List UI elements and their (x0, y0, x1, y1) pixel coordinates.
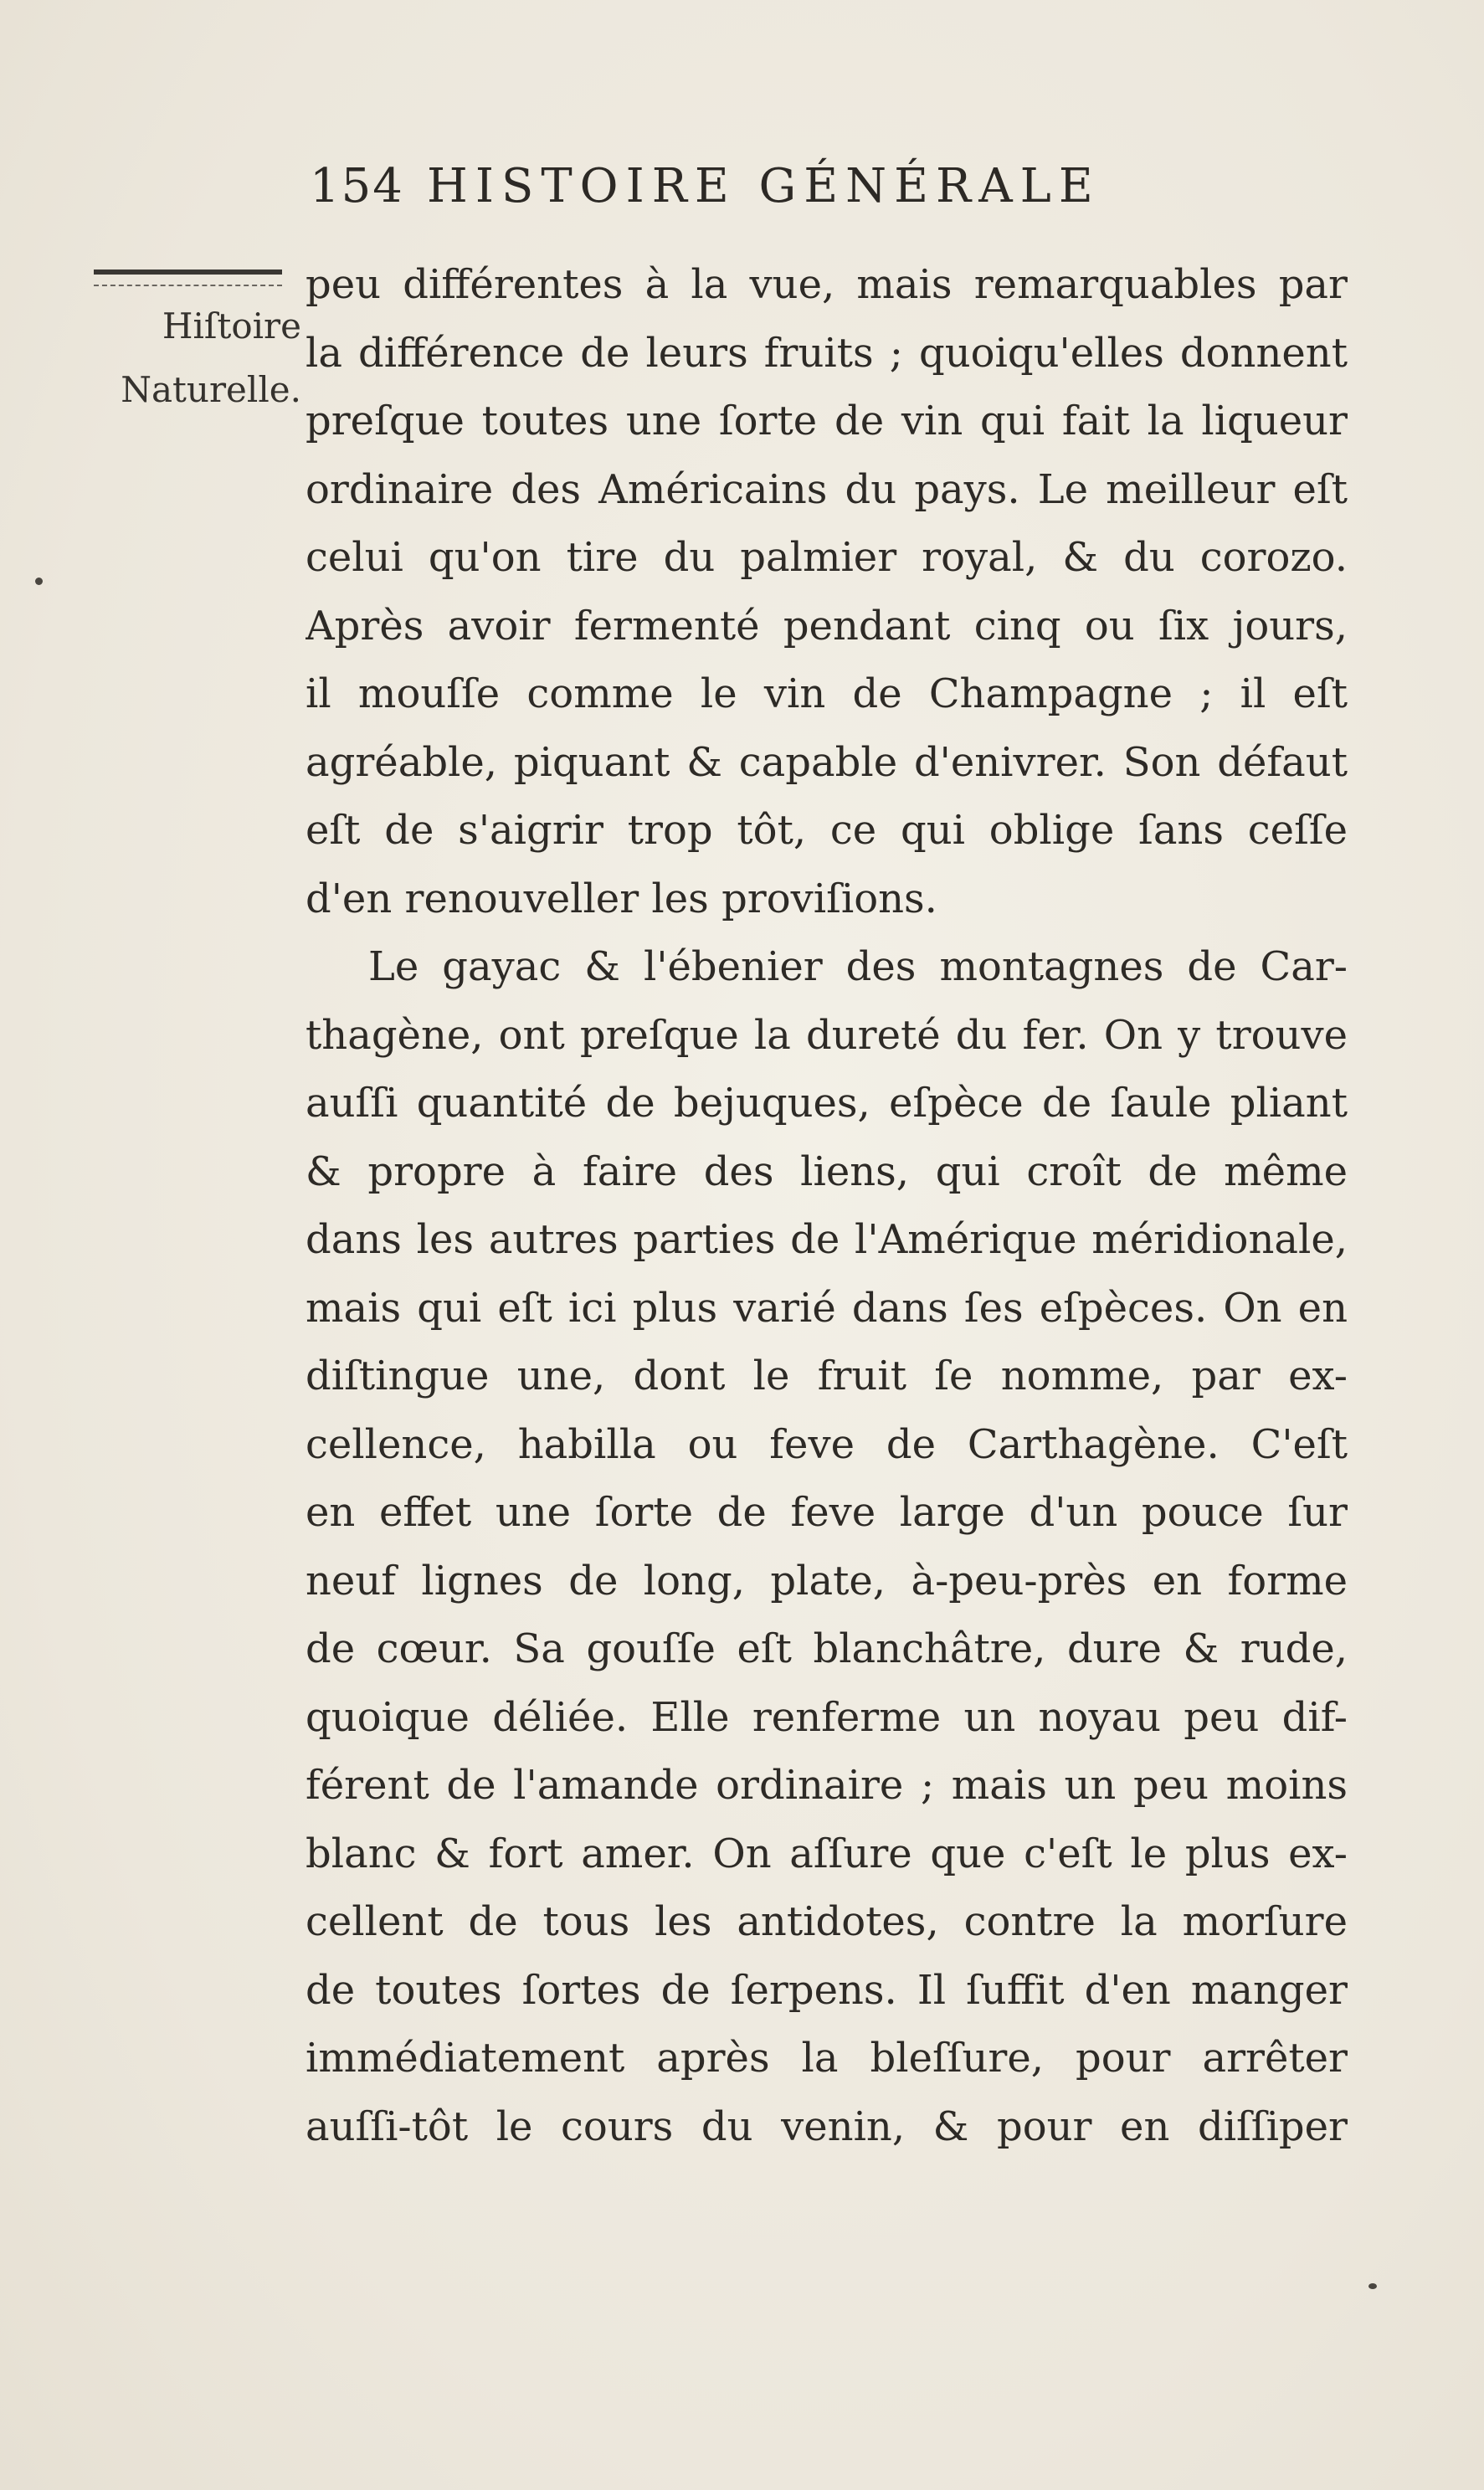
marginal-note-line: Naturelle. (121, 369, 301, 410)
marginal-note-line: Hiſtoire (162, 305, 301, 347)
text-line: immédiatement après la bleſſure, pour arrêter (306, 2035, 1348, 2082)
text-line: blanc & fort amer. On aſſure que c'eſt le plus ex- (306, 1830, 1348, 1877)
text-line: ordinaire des Américains du pays. Le meilleur eſt (306, 465, 1348, 513)
text-line: peu différentes à la vue, mais remarquables par (306, 261, 1348, 308)
marginal-note (84, 295, 301, 422)
text-line: quoique déliée. Elle renferme un noyau peu dif- (306, 1693, 1348, 1741)
text-line: & propre à faire des liens, qui croît de même (306, 1147, 1348, 1195)
text-line: de toutes ſortes de ſerpens. Il ſuffit d'en manger (306, 1966, 1348, 2014)
running-title: HISTOIRE GÉNÉRALE (427, 159, 1101, 213)
text-line: mais qui eſt ici plus varié dans ſes eſpèces. On en (306, 1284, 1348, 1332)
text-line: preſque toutes une ſorte de vin qui fait la liqueur (306, 398, 1348, 444)
running-head (310, 159, 1214, 213)
text-line: agréable, piquant & capable d'enivrer. Son défaut (306, 738, 1348, 786)
text-line: auſſi quantité de bejuques, eſpèce de ſaule pliant (306, 1080, 1348, 1127)
text-line: Après avoir fermenté pendant cinq ou ſix jours, (306, 602, 1348, 649)
text-line: férent de l'amande ordinaire ; mais un peu moins (306, 1762, 1348, 1809)
marginal-rule (94, 270, 282, 286)
text-line: cellent de tous les antidotes, contre la morſure (306, 1898, 1348, 1945)
text-line: diſtingue une, dont le fruit ſe nomme, par ex- (306, 1353, 1348, 1399)
ink-speck (1368, 2283, 1377, 2289)
ink-speck (35, 578, 43, 585)
text-line: dans les autres parties de l'Amérique méridionale, (306, 1216, 1348, 1263)
text-line: thagène, ont preſque la dureté du fer. On y trouve (306, 1011, 1348, 1059)
text-line: la différence de leurs fruits ; quoiqu'elles donnent (306, 329, 1348, 377)
page-number: 154 (310, 159, 404, 213)
text-line: auſſi-tôt le cours du venin, & pour en diſſiper (306, 2102, 1348, 2150)
text-line: Le gayac & l'ébenier des montagnes de Car- (368, 943, 1348, 990)
text-line: eſt de s'aigrir trop tôt, ce qui oblige ſans ceſſe (306, 807, 1348, 854)
text-line: neuf lignes de long, plate, à-peu-près en forme (306, 1557, 1348, 1604)
text-line: il mouſſe comme le vin de Champagne ; il eſt (306, 670, 1348, 717)
text-line: d'en renouveller les proviſions. (306, 875, 937, 922)
body-text (306, 251, 1348, 2161)
text-line: celui qu'on tire du palmier royal, & du corozo. (306, 534, 1348, 581)
text-line: de cœur. Sa gouſſe eſt blanchâtre, dure & rude, (306, 1625, 1348, 1672)
text-line: en effet une ſorte de feve large d'un pouce ſur (306, 1489, 1348, 1536)
text-line: cellence, habilla ou feve de Carthagène. C'eſt (306, 1420, 1348, 1468)
